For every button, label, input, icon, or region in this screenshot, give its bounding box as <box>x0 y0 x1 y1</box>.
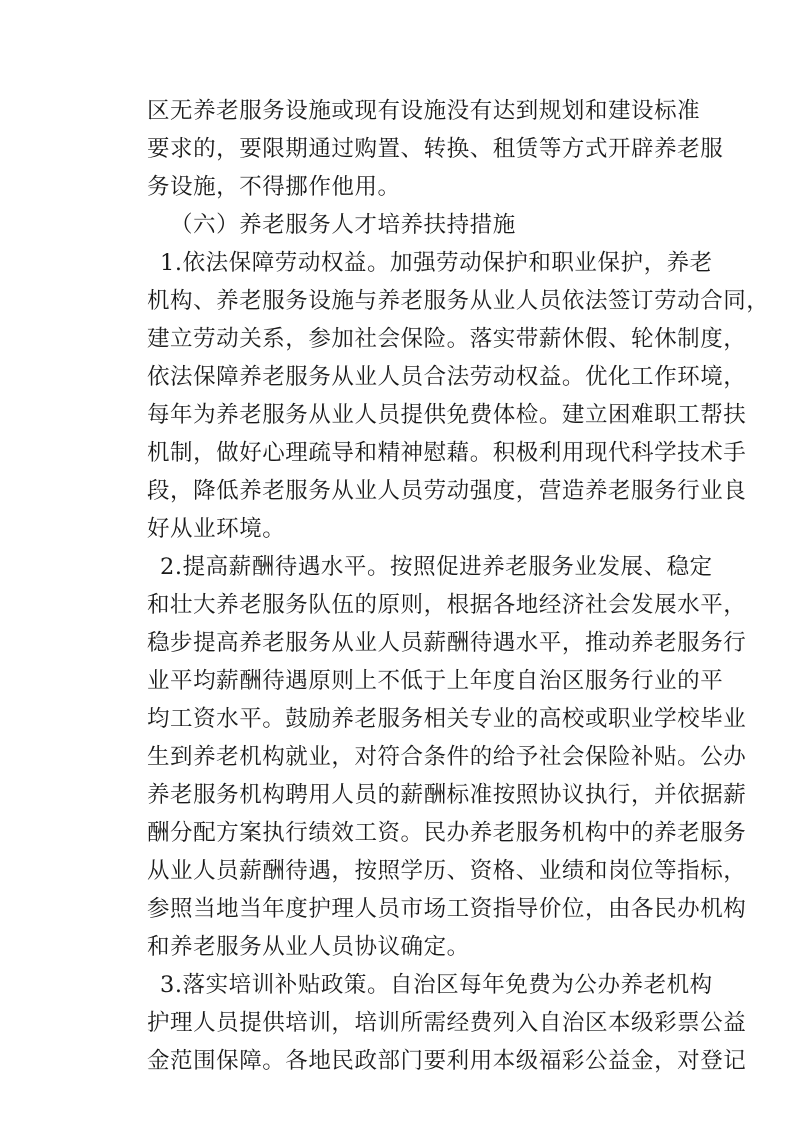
section-heading: （六）养老服务人才培养扶持措施 <box>170 212 516 238</box>
text-line: 生到养老机构就业，对符合条件的给予社会保险补贴。公办 <box>147 744 747 770</box>
paragraph-start: 2.提高薪酬待遇水平。按照促进养老服务业发展、稳定 <box>160 554 713 580</box>
text-line: 好从业环境。 <box>147 516 286 542</box>
text-line: 护理人员提供培训，培训所需经费列入自治区本级彩票公益 <box>147 1010 747 1036</box>
paragraph-start: 1.依法保障劳动权益。加强劳动保护和职业保护，养老 <box>160 250 713 276</box>
text-line: 和壮大养老服务队伍的原则，根据各地经济社会发展水平， <box>147 592 747 618</box>
text-line: 金范围保障。各地民政部门要利用本级福彩公益金，对登记 <box>147 1048 747 1074</box>
paragraph-start: 3.落实培训补贴政策。自治区每年免费为公办养老机构 <box>160 972 713 998</box>
text-line: 均工资水平。鼓励养老服务相关专业的高校或职业学校毕业 <box>147 706 747 732</box>
text-line: 要求的，要限期通过购置、转换、租赁等方式开辟养老服 <box>147 136 724 162</box>
text-line: 稳步提高养老服务从业人员薪酬待遇水平，推动养老服务行 <box>147 630 747 656</box>
text-line: 机制，做好心理疏导和精神慰藉。积极利用现代科学技术手 <box>147 440 747 466</box>
text-line: 酬分配方案执行绩效工资。民办养老服务机构中的养老服务 <box>147 820 747 846</box>
text-line: 机构、养老服务设施与养老服务从业人员依法签订劳动合同， <box>147 288 770 314</box>
text-line: 业平均薪酬待遇原则上不低于上年度自治区服务行业的平 <box>147 668 724 694</box>
text-line: 从业人员薪酬待遇，按照学历、资格、业绩和岗位等指标， <box>147 858 747 884</box>
text-line: 建立劳动关系，参加社会保险。落实带薪休假、轮休制度， <box>147 326 747 352</box>
text-line: 养老服务机构聘用人员的薪酬标准按照协议执行，并依据薪 <box>147 782 747 808</box>
text-line: 每年为养老服务从业人员提供免费体检。建立困难职工帮扶 <box>147 402 747 428</box>
text-line: 段，降低养老服务从业人员劳动强度，营造养老服务行业良 <box>147 478 747 504</box>
text-line: 参照当地当年度护理人员市场工资指导价位，由各民办机构 <box>147 896 747 922</box>
text-line: 区无养老服务设施或现有设施没有达到规划和建设标准 <box>147 98 701 124</box>
text-line: 务设施，不得挪作他用。 <box>147 174 401 200</box>
text-line: 依法保障养老服务从业人员合法劳动权益。优化工作环境， <box>147 364 747 390</box>
text-line: 和养老服务从业人员协议确定。 <box>147 934 470 960</box>
